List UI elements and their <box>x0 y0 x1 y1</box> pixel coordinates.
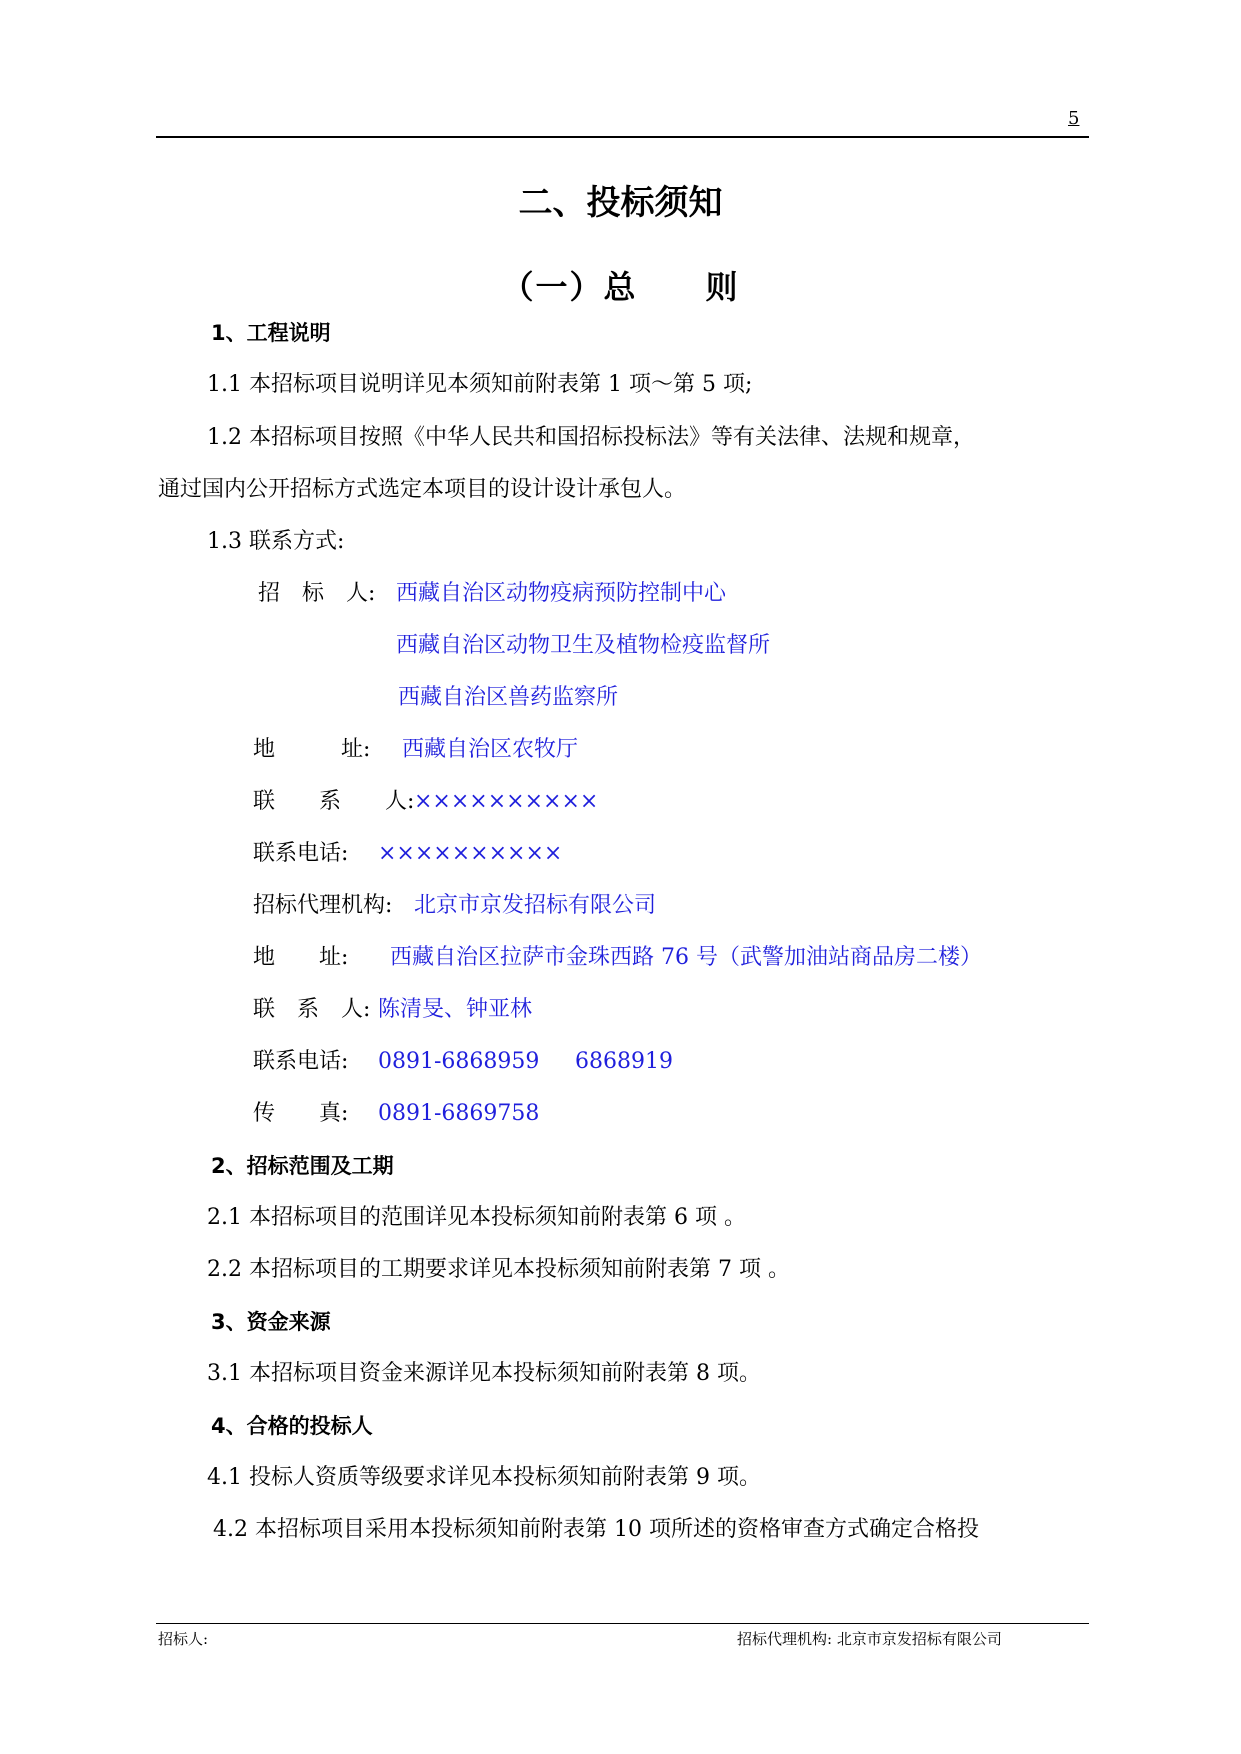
paragraph-4-1: 4.1 投标人资质等级要求详见本投标须知前附表第 9 项。 <box>207 1465 761 1490</box>
tenderer-1: 西藏自治区动物疫病预防控制中心 <box>396 581 727 606</box>
agency-address-label: 地 址: <box>253 945 349 970</box>
paragraph-1-2b: 通过国内公开招标方式选定本项目的设计设计承包人。 <box>158 477 687 502</box>
paragraph-4-2: 4.2 本招标项目采用本投标须知前附表第 10 项所述的资格审查方式确定合格投 <box>213 1517 979 1542</box>
paragraph-2-1: 2.1 本招标项目的范围详见本投标须知前附表第 6 项 。 <box>207 1205 746 1230</box>
section-heading-2: 2、招标范围及工期 <box>211 1154 394 1178</box>
agency-phone-label: 联系电话: <box>253 1049 349 1074</box>
paragraph-3-1: 3.1 本招标项目资金来源详见本投标须知前附表第 8 项。 <box>207 1361 761 1386</box>
agency-phone-value-1: 0891-6868959 <box>378 1049 540 1074</box>
section-heading-4: 4、合格的投标人 <box>211 1414 373 1438</box>
fax-label: 传 真: <box>253 1101 349 1126</box>
section-title: （一）总 则 <box>501 268 740 306</box>
paragraph-1-3: 1.3 联系方式: <box>207 529 345 554</box>
contact-label: 联 系 人: <box>253 789 415 814</box>
agency-label: 招标代理机构: <box>253 893 393 918</box>
tenderer-2: 西藏自治区动物卫生及植物检疫监督所 <box>396 633 771 658</box>
page-title: 二、投标须知 <box>518 183 723 223</box>
footer-right: 招标代理机构: 北京市京发招标有限公司 <box>737 1630 1002 1648</box>
footer-rule <box>156 1623 1089 1624</box>
footer-left: 招标人: <box>158 1630 209 1648</box>
paragraph-1-1: 1.1 本招标项目说明详见本须知前附表第 1 项～第 5 项; <box>207 372 753 397</box>
agency-address-value: 西藏自治区拉萨市金珠西路 76 号（武警加油站商品房二楼） <box>390 945 982 970</box>
header-rule <box>156 136 1089 138</box>
tenderer-label: 招 标 人: <box>258 581 376 606</box>
section-heading-3: 3、资金来源 <box>211 1310 331 1334</box>
phone-label: 联系电话: <box>253 841 349 866</box>
contact-value: ×××××××××× <box>414 789 599 814</box>
address-value: 西藏自治区农牧厅 <box>402 737 579 762</box>
phone-value: ×××××××××× <box>378 841 563 866</box>
paragraph-1-2a: 1.2 本招标项目按照《中华人民共和国招标投标法》等有关法律、法规和规章， <box>207 425 975 450</box>
address-label: 地 址: <box>253 737 371 762</box>
fax-value: 0891-6869758 <box>378 1101 540 1126</box>
agency-contact-label: 联 系 人: <box>253 997 371 1022</box>
tenderer-3: 西藏自治区兽药监察所 <box>398 685 619 710</box>
agency-value: 北京市京发招标有限公司 <box>414 893 657 918</box>
paragraph-2-2: 2.2 本招标项目的工期要求详见本投标须知前附表第 7 项 。 <box>207 1257 790 1282</box>
page-number: 5 <box>1068 108 1080 129</box>
agency-phone-value-2: 6868919 <box>575 1049 673 1074</box>
agency-contact-value: 陈清旻、钟亚林 <box>378 997 533 1022</box>
section-heading-1: 1、工程说明 <box>211 321 331 345</box>
